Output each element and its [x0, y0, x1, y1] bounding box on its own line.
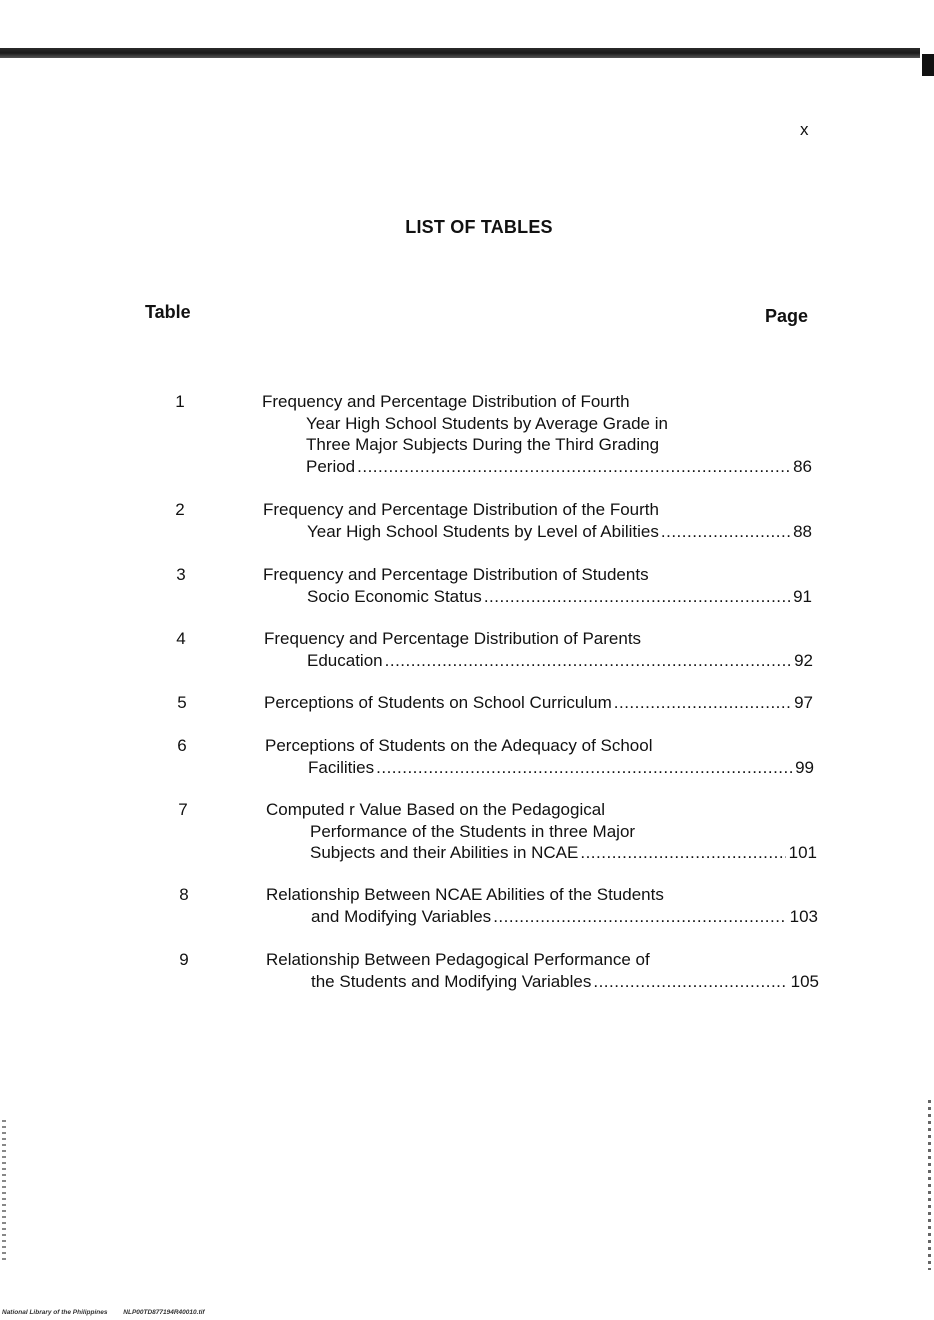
table-entry-title-line: Year High School Students by Average Grade in	[306, 413, 668, 433]
table-entry-leader-line	[264, 692, 813, 714]
scan-border-top	[0, 48, 920, 58]
table-entry-page: 92	[794, 650, 813, 670]
table-entry-title-line: Year High School Students by Level of Abilities	[307, 521, 659, 541]
table-entry-number: 3	[176, 565, 186, 584]
table-entry-title-line: Frequency and Percentage Distribution of the Fourth	[263, 500, 659, 519]
table-entry-title-line: Relationship Between Pedagogical Performance of	[266, 950, 650, 969]
table-entry-title-line: Subjects and their Abilities in NCAE	[310, 843, 579, 862]
table-entry-title-line: Socio Economic Status	[307, 586, 482, 606]
table-entry-page: 101	[788, 843, 817, 862]
scan-border-mark	[922, 54, 934, 76]
table-entry-leader-line	[308, 757, 814, 779]
table-entry-page: 105	[790, 971, 819, 991]
table-entry-number: 9	[179, 950, 189, 969]
scan-edge-right	[928, 1100, 931, 1270]
table-entry-title-line: Education	[307, 650, 383, 670]
table-entry-page: 86	[793, 456, 812, 476]
table-entry-number: 7	[178, 800, 188, 819]
table-entry-title-line: Perceptions of Students on the Adequacy of School	[265, 736, 653, 755]
table-entry-number: 1	[175, 392, 185, 411]
column-header-table: Table	[145, 302, 191, 322]
table-entry-leader-line	[307, 586, 812, 608]
table-entry-title-line: Frequency and Percentage Distribution of Students	[263, 565, 649, 584]
table-entry-title-line: Facilities	[308, 757, 375, 777]
footer-library: National Library of the Philippines	[2, 1309, 108, 1316]
table-entry-number: 4	[176, 629, 186, 648]
dot-leader	[493, 906, 786, 928]
table-entry-leader-line	[307, 650, 813, 672]
scan-footer	[2, 1309, 205, 1316]
table-entry-page: 88	[793, 521, 812, 541]
table-entry-title-line: Performance of the Students in three Major	[310, 821, 636, 841]
table-entry-title-line: Three Major Subjects During the Third Grading	[306, 435, 660, 454]
table-entry-page: 97	[794, 693, 813, 712]
table-entry-title-line: Relationship Between NCAE Abilities of the Students	[266, 885, 664, 904]
table-entry-leader-line	[306, 456, 812, 478]
table-entry-number: 2	[175, 500, 185, 519]
table-entry-number: 5	[177, 693, 187, 712]
table-entry-number: 8	[179, 885, 189, 904]
table-entry-number: 6	[177, 736, 187, 755]
dot-leader	[357, 456, 790, 478]
dot-leader	[661, 521, 790, 543]
table-entry-leader-line	[307, 521, 812, 543]
scan-edge-left	[2, 1120, 6, 1260]
dot-leader	[593, 971, 787, 993]
page-title: LIST OF TABLES	[405, 217, 553, 237]
table-entry-leader-line	[310, 842, 817, 864]
page-number: x	[800, 120, 809, 139]
dot-leader	[484, 586, 790, 608]
table-entry-page: 99	[795, 757, 814, 777]
table-entry-leader-line	[311, 971, 819, 993]
table-entry-title-line: Computed r Value Based on the Pedagogical	[266, 800, 605, 819]
dot-leader	[580, 842, 785, 864]
table-entry-leader-line	[311, 906, 818, 928]
dot-leader	[614, 692, 791, 714]
table-entry-page: 103	[789, 906, 818, 926]
column-header-page: Page	[765, 306, 809, 326]
table-entry-title-line: Perceptions of Students on School Curriculum	[264, 693, 612, 712]
dot-leader	[385, 650, 791, 672]
dot-leader	[376, 757, 792, 779]
footer-file-id: NLP00TD877194R40010.tif	[123, 1309, 205, 1316]
table-entry-title-line: Frequency and Percentage Distribution of Fourth	[262, 392, 630, 411]
table-entry-page: 91	[793, 586, 812, 606]
table-entry-title-line: Period	[306, 456, 356, 476]
table-entry-title-line: the Students and Modifying Variables	[311, 971, 592, 991]
table-entry-title-line: Frequency and Percentage Distribution of Parents	[264, 629, 642, 648]
table-entry-title-line: and Modifying Variables	[311, 906, 492, 926]
